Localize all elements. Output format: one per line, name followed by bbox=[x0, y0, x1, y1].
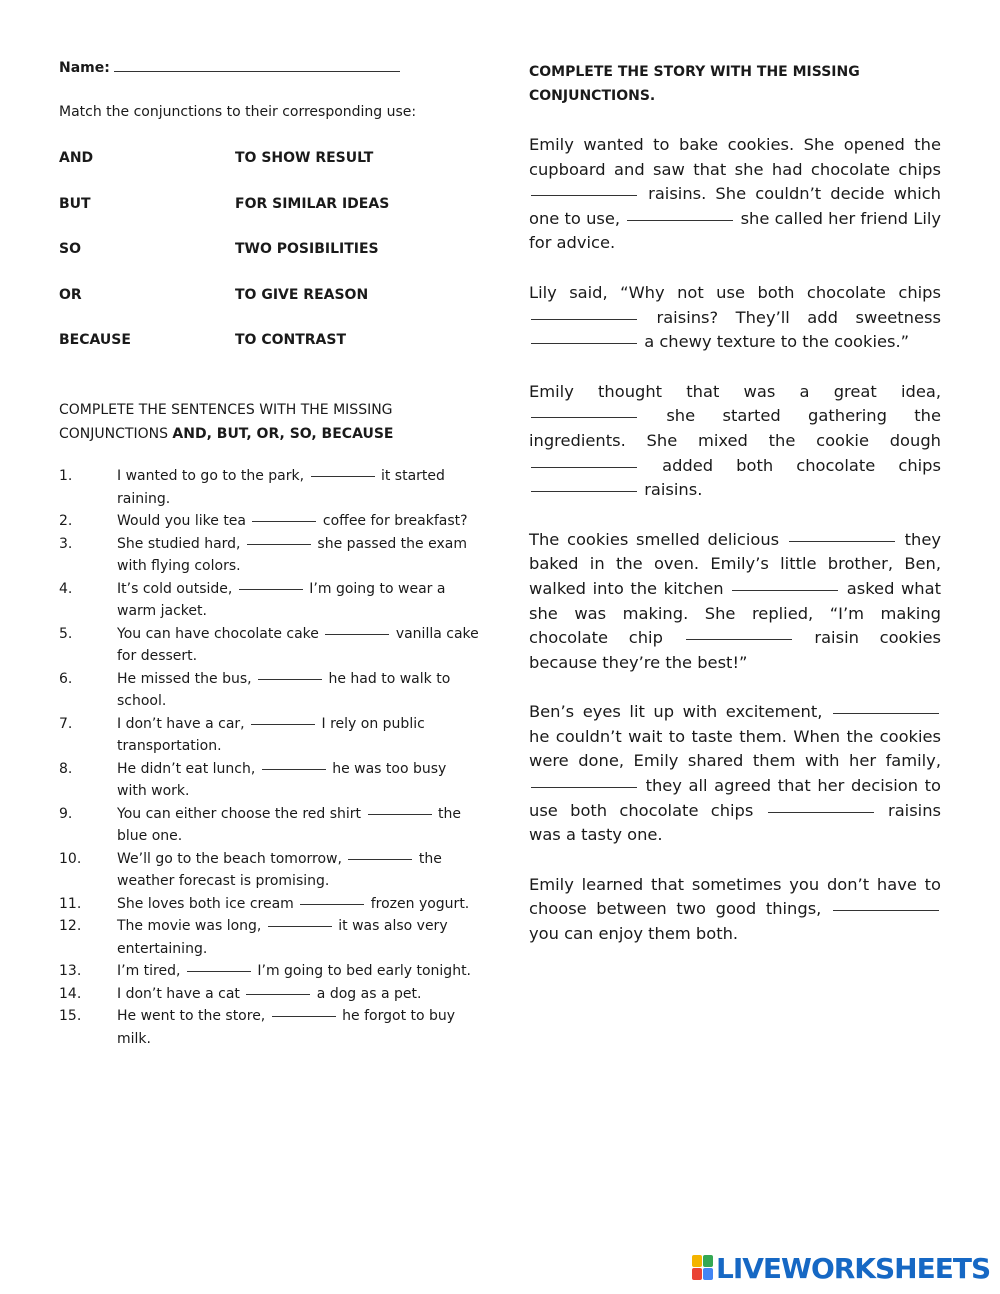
sentence-item bbox=[59, 713, 479, 758]
match-conjunction[interactable]: SO bbox=[59, 241, 81, 257]
sentence-number: 9. bbox=[59, 805, 73, 822]
sentence-item bbox=[59, 960, 479, 983]
sentence-number: 8. bbox=[59, 760, 73, 777]
sentence-item bbox=[59, 623, 479, 668]
sentences-instruction bbox=[59, 398, 479, 446]
sentence-item bbox=[59, 848, 479, 893]
story-text-segment: raisins was a tasty one. bbox=[529, 800, 942, 845]
answer-blank[interactable] bbox=[531, 342, 637, 344]
sentence-number: 11. bbox=[59, 895, 82, 912]
sentence-item bbox=[59, 803, 479, 848]
answer-blank[interactable] bbox=[187, 970, 251, 972]
match-conjunction[interactable]: BUT bbox=[59, 195, 91, 212]
answer-blank[interactable] bbox=[239, 588, 303, 590]
answer-blank[interactable] bbox=[531, 318, 637, 320]
sentence-item bbox=[59, 758, 479, 803]
sentence-item bbox=[59, 510, 479, 533]
sentence-item bbox=[59, 578, 479, 623]
sentence-before: The movie was long, bbox=[117, 918, 262, 934]
sentence-before: He went to the store, bbox=[117, 1008, 266, 1024]
sentence-list bbox=[59, 465, 479, 1050]
story-paragraph bbox=[529, 873, 941, 947]
name-label: Name: bbox=[59, 60, 110, 76]
sentence-before: Would you like tea bbox=[117, 513, 246, 529]
answer-blank[interactable] bbox=[272, 1015, 336, 1017]
story-text-segment: they all agreed that her decision to use both chocolate chips bbox=[529, 776, 941, 820]
sentence-after: he was too busy with work. bbox=[117, 760, 447, 799]
answer-blank[interactable] bbox=[258, 678, 322, 680]
sentence-after: I’m going to wear a warm jacket. bbox=[117, 580, 446, 619]
sentence-before: He missed the bus, bbox=[117, 670, 252, 687]
sentence-after: it started raining. bbox=[117, 468, 445, 507]
answer-blank[interactable] bbox=[325, 633, 389, 635]
story-paragraph bbox=[529, 133, 941, 256]
story-text-segment: The cookies smelled delicious bbox=[529, 529, 780, 549]
instruction-conjunctions: AND, BUT, OR, SO, BECAUSE bbox=[172, 426, 394, 442]
sentence-after: he forgot to buy milk. bbox=[117, 1008, 456, 1047]
story-paragraph bbox=[529, 281, 941, 355]
answer-blank[interactable] bbox=[311, 475, 375, 477]
story-paragraph bbox=[529, 528, 941, 676]
answer-blank[interactable] bbox=[262, 768, 326, 770]
story-text-segment: Lily said, “Why not use both chocolate chips bbox=[529, 282, 941, 302]
sentence-number: 13. bbox=[59, 963, 82, 979]
match-instruction: Match the conjunctions to their corresponding use: bbox=[59, 104, 417, 120]
sentence-number: 5. bbox=[59, 625, 73, 642]
story-text bbox=[529, 133, 941, 972]
name-line[interactable] bbox=[114, 70, 400, 72]
sentence-number: 12. bbox=[59, 918, 82, 934]
sentence-after: the weather forecast is promising. bbox=[117, 850, 442, 889]
sentence-before: You can either choose the red shirt bbox=[117, 805, 362, 822]
sentence-after: a dog as a pet. bbox=[316, 985, 422, 1002]
sentence-after: coffee for breakfast? bbox=[322, 513, 468, 529]
answer-blank[interactable] bbox=[348, 858, 412, 860]
answer-blank[interactable] bbox=[789, 540, 895, 542]
sentence-number: 3. bbox=[59, 535, 73, 552]
logo-mark-icon bbox=[692, 1255, 714, 1281]
name-field-row bbox=[59, 60, 400, 76]
sentence-number: 7. bbox=[59, 715, 73, 732]
answer-blank[interactable] bbox=[833, 712, 939, 714]
answer-blank[interactable] bbox=[686, 638, 792, 640]
answer-blank[interactable] bbox=[252, 520, 316, 522]
sentences-instruction-line1: COMPLETE THE SENTENCES WITH THE MISSING bbox=[59, 402, 393, 418]
story-text-segment: Emily learned that sometimes you don’t have to choose between two good things, bbox=[529, 874, 941, 919]
answer-blank[interactable] bbox=[627, 219, 733, 221]
sentence-number: 4. bbox=[59, 580, 73, 597]
answer-blank[interactable] bbox=[768, 811, 874, 813]
sentences-instruction-line2 bbox=[59, 422, 479, 446]
answer-blank[interactable] bbox=[531, 416, 637, 418]
match-use[interactable]: TO SHOW RESULT bbox=[235, 150, 374, 166]
match-use[interactable]: FOR SIMILAR IDEAS bbox=[235, 195, 390, 212]
answer-blank[interactable] bbox=[368, 813, 432, 815]
sentence-before: She studied hard, bbox=[117, 535, 241, 552]
sentence-after: I’m going to bed early tonight. bbox=[257, 963, 472, 979]
sentence-number: 14. bbox=[59, 985, 82, 1002]
instruction-plain: CONJUNCTIONS bbox=[59, 426, 173, 442]
answer-blank[interactable] bbox=[268, 925, 332, 927]
sentence-before: I wanted to go to the park, bbox=[117, 468, 305, 484]
story-text-segment: asked what she was making. She replied, “I’m making chocolate chip bbox=[529, 578, 941, 648]
sentence-after: frozen yogurt. bbox=[370, 895, 470, 912]
answer-blank[interactable] bbox=[300, 903, 364, 905]
sentence-after: she passed the exam with flying colors. bbox=[117, 535, 467, 574]
match-use[interactable]: TO GIVE REASON bbox=[235, 286, 369, 303]
story-text-segment: raisins. bbox=[644, 480, 703, 500]
sentence-number: 10. bbox=[59, 850, 82, 867]
sentence-before: It’s cold outside, bbox=[117, 580, 233, 597]
sentence-after: vanilla cake for dessert. bbox=[117, 625, 479, 664]
story-text-segment: a chewy texture to the cookies.” bbox=[644, 332, 910, 352]
sentence-after: the blue one. bbox=[117, 805, 461, 844]
sentence-item bbox=[59, 1005, 479, 1050]
story-text-segment: raisin cookies because they’re the best!” bbox=[529, 628, 941, 672]
story-text-segment: he couldn’t wait to taste them. When the cookies were done, Emily shared them with her family, bbox=[529, 726, 941, 771]
story-text-segment: Ben’s eyes lit up with excitement, bbox=[529, 702, 823, 722]
story-title: COMPLETE THE STORY WITH THE MISSING CONJUNCTIONS. bbox=[529, 64, 860, 104]
answer-blank[interactable] bbox=[732, 589, 838, 591]
sentence-before: I don’t have a cat bbox=[117, 985, 240, 1002]
match-conjunction[interactable]: BECAUSE bbox=[59, 332, 131, 348]
answer-blank[interactable] bbox=[833, 909, 939, 911]
match-conjunction[interactable]: OR bbox=[59, 286, 82, 303]
sentence-item bbox=[59, 533, 479, 578]
logo-text: LIVEWORKSHEETS bbox=[716, 1251, 991, 1285]
answer-blank[interactable] bbox=[531, 786, 637, 788]
story-text-segment: Emily thought that was a great idea, bbox=[529, 381, 941, 401]
story-text-segment: she started gathering the ingredients. She mixed the cookie dough bbox=[529, 406, 941, 450]
sentence-item bbox=[59, 668, 479, 713]
sentence-number: 6. bbox=[59, 670, 73, 687]
sentence-number: 1. bbox=[59, 468, 73, 484]
sentence-number: 2. bbox=[59, 513, 73, 529]
answer-blank[interactable] bbox=[531, 194, 637, 196]
story-text-segment: Emily wanted to bake cookies. She opened the cupboard and saw that she had chocolate chips bbox=[529, 135, 941, 179]
sentence-after: it was also very entertaining. bbox=[117, 918, 448, 957]
story-text-segment: they baked in the oven. Emily’s little brother, Ben, walked into the kitchen bbox=[529, 529, 941, 598]
sentence-item bbox=[59, 465, 479, 510]
story-paragraph bbox=[529, 700, 941, 848]
sentence-item bbox=[59, 915, 479, 960]
sentence-before: You can have chocolate cake bbox=[117, 625, 319, 642]
match-use[interactable]: TWO POSIBILITIES bbox=[235, 241, 379, 257]
sentence-before: We’ll go to the beach tomorrow, bbox=[117, 850, 342, 867]
answer-blank[interactable] bbox=[531, 490, 637, 492]
sentence-number: 15. bbox=[59, 1008, 82, 1024]
story-paragraph bbox=[529, 380, 941, 503]
sentence-before: She loves both ice cream bbox=[117, 895, 294, 912]
sentence-item bbox=[59, 893, 479, 916]
match-conjunction[interactable]: AND bbox=[59, 150, 94, 166]
answer-blank[interactable] bbox=[251, 723, 315, 725]
story-text-segment: added both chocolate chips bbox=[662, 455, 941, 475]
liveworksheets-logo bbox=[692, 1252, 990, 1284]
story-text-segment: raisins. She couldn’t decide which one to use, bbox=[529, 184, 941, 228]
answer-blank[interactable] bbox=[531, 466, 637, 468]
sentence-after: he had to walk to school. bbox=[117, 670, 451, 709]
sentence-before: I don’t have a car, bbox=[117, 715, 245, 732]
story-text-segment: she called her friend Lily for advice. bbox=[529, 208, 941, 253]
answer-blank[interactable] bbox=[246, 993, 310, 995]
match-use[interactable]: TO CONTRAST bbox=[235, 332, 347, 348]
sentence-before: He didn’t eat lunch, bbox=[117, 760, 256, 777]
story-text-segment: you can enjoy them both. bbox=[529, 924, 739, 944]
sentence-after: I rely on public transportation. bbox=[117, 715, 425, 754]
story-text-segment: raisins? They’ll add sweetness bbox=[656, 307, 941, 327]
sentence-before: I’m tired, bbox=[117, 963, 181, 979]
answer-blank[interactable] bbox=[247, 543, 311, 545]
sentence-item bbox=[59, 983, 479, 1006]
